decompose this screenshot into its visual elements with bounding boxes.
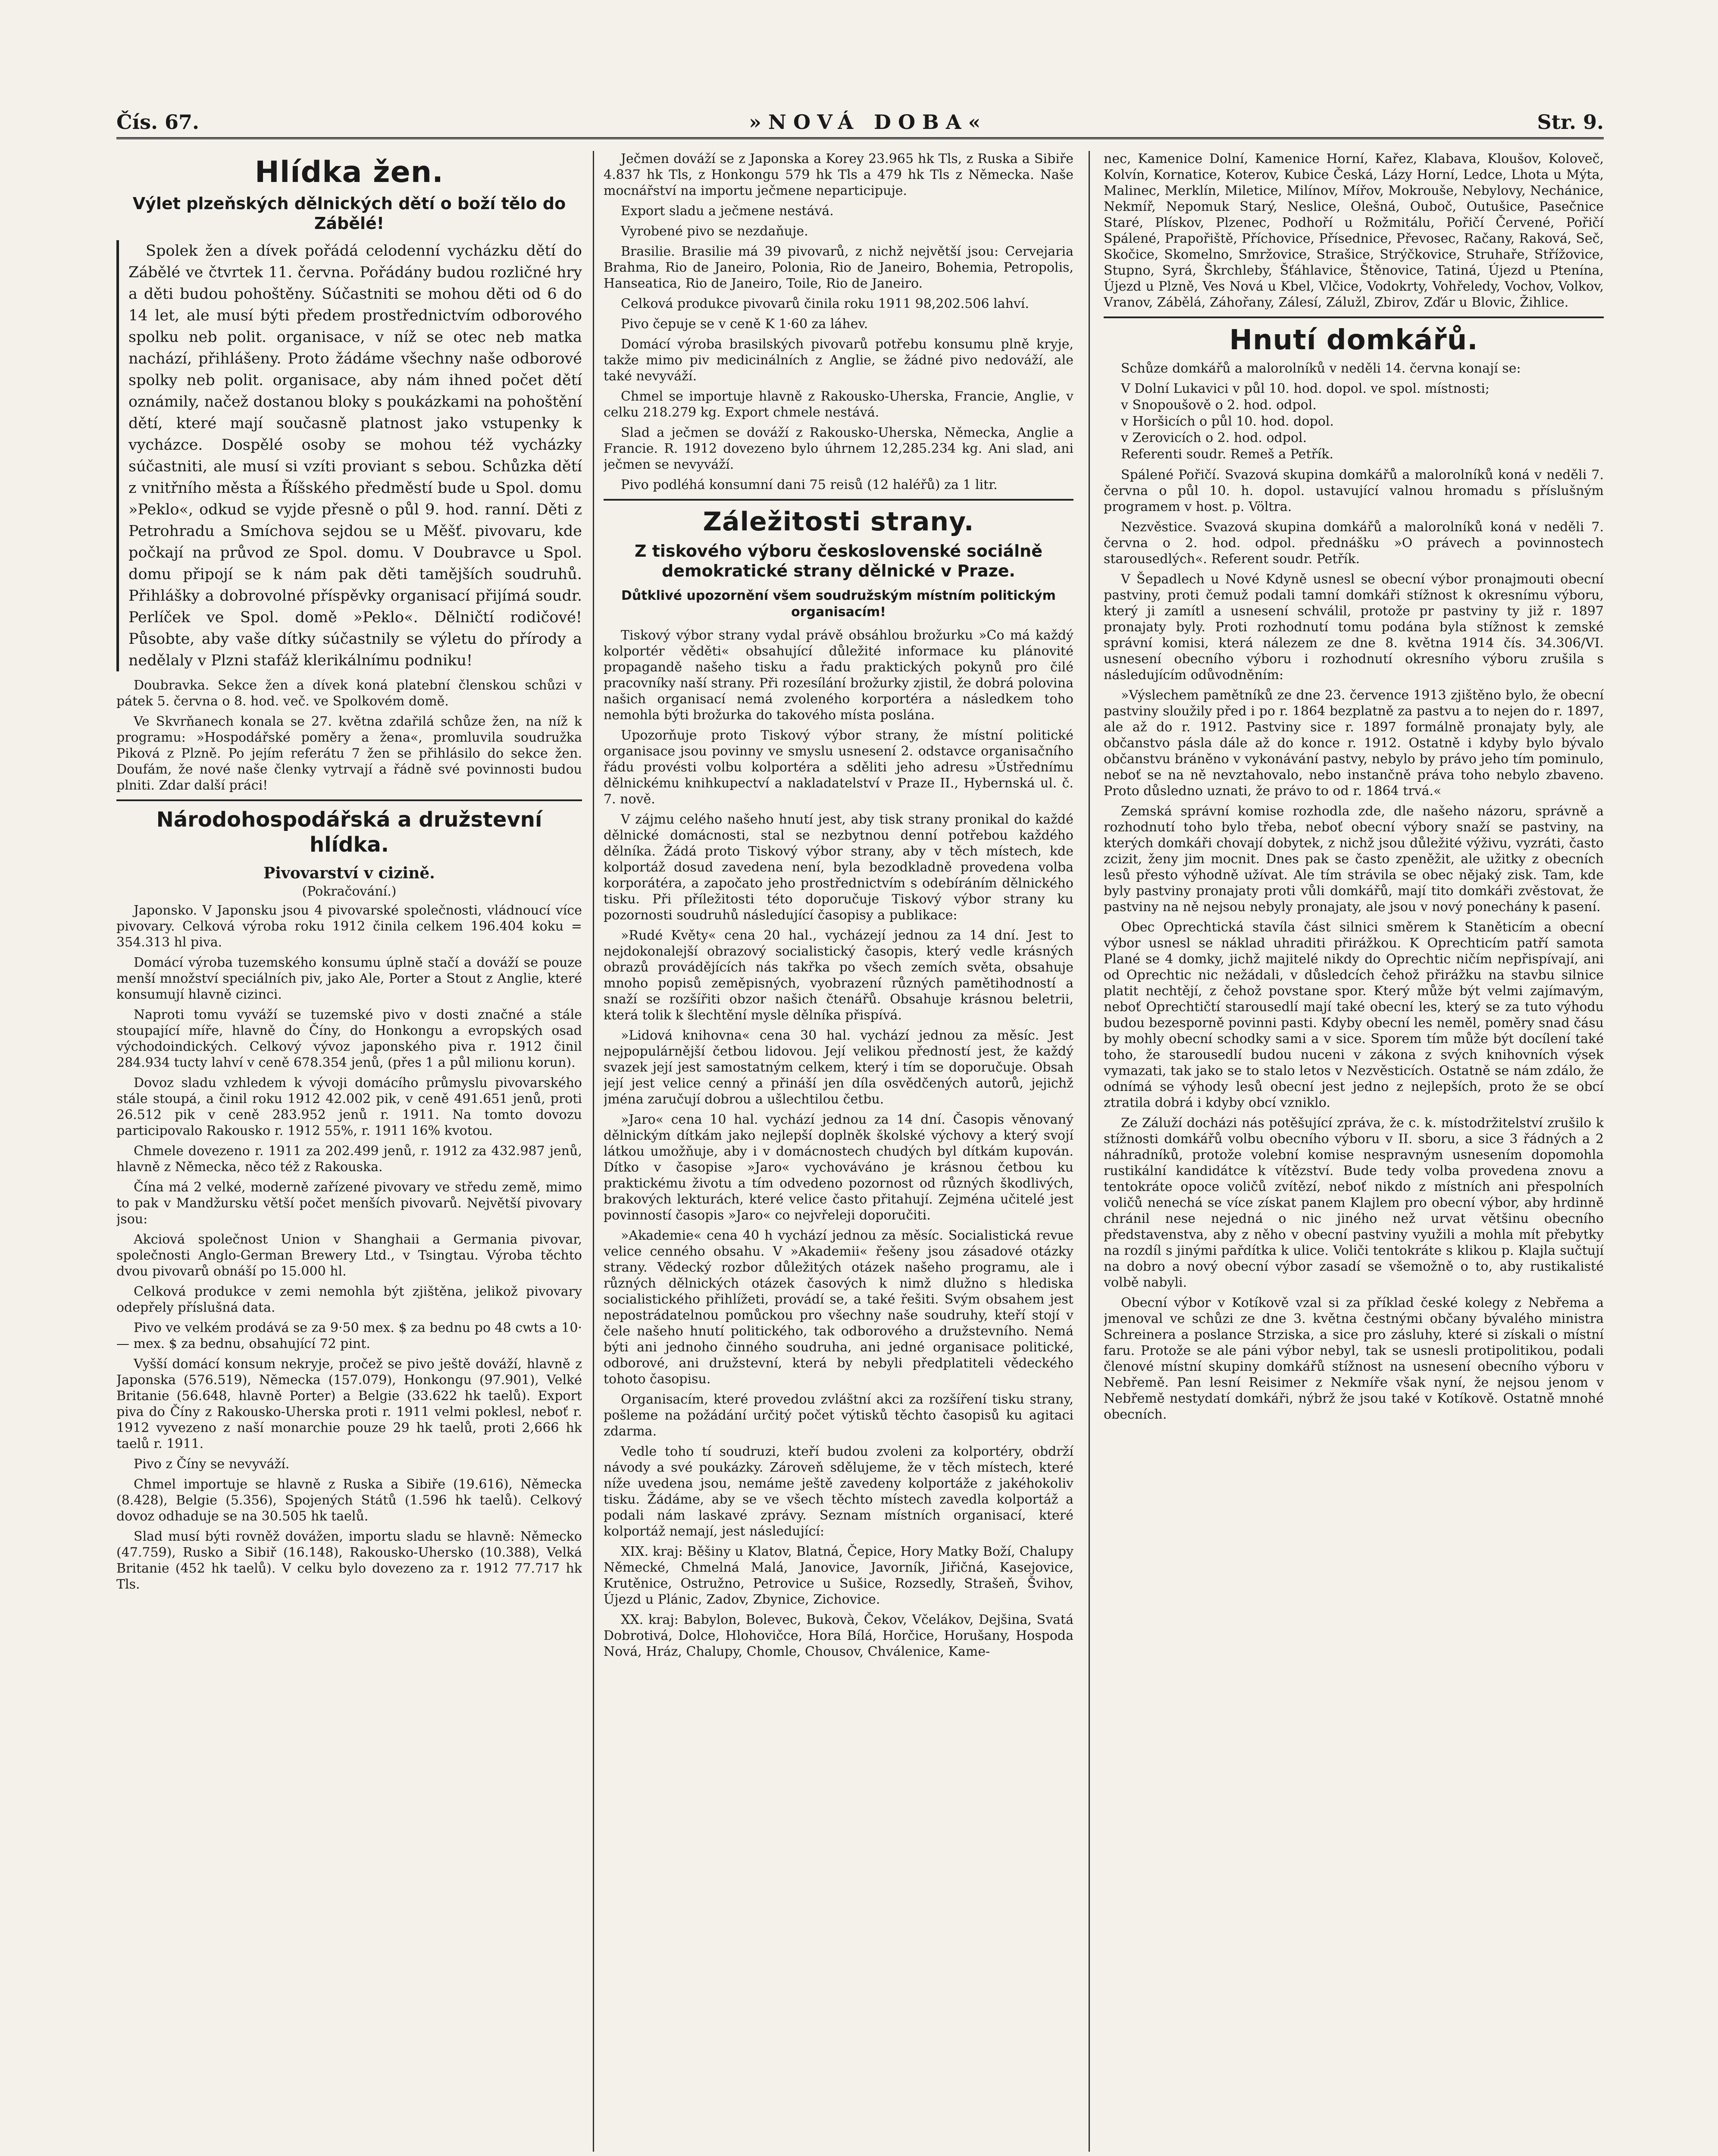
article-paragraph: Dovoz sladu vzhledem k vývoji domácího průmyslu pivovarského stále stoupá, a činil roku 1912 42.002 pik, v ceně 491.651 jenů, proti 26.512 pik v ceně 283.952 jenů r. 1911. Na tomto dovozu participovalo Rakousko r. 1912 55%, r. 1911 16% kvotou. <box>116 1075 582 1138</box>
highlight-box <box>116 240 582 671</box>
section-title-women: Hlídka žen. <box>255 155 444 189</box>
page-header <box>116 99 1604 139</box>
article-paragraph: XIX. kraj: Běšiny u Klatov, Blatná, Čepice, Hory Matky Boží, Chalupy Německé, Chmelná Malá, Janovice, Javorník, Jiřičná, Kasejovice, Krutěnice, Ostružno, Petrovice u Sušice, Rozsedly, Strašeň, Švihov, Újezd u Plánic, Zadov, Zbynice, Zichovice. <box>604 1544 1073 1607</box>
article-paragraph: »Výslechem pamětníků ze dne 23. července 1913 zjištěno bylo, že obecní pastviny sloužily před i po r. 1864 bezplatně za pastvu a to nejen do r. 1897, ale až do r. 1912. Pastviny sice r. 1897 formálně pronajaty byly, ale občanstvo pásla dále až do konce r. 1912. Ostatně i kdyby bylo bývalo občanstvu bráněno v vykonávání pastvy, nebylo by právo jeho tím pominulo, neboť se na ně nevztahovalo, nebo instančně práva toho nebylo zbaveno. Proto důsledno uznati, že právo to od r. 1864 trvá.« <box>1104 688 1604 799</box>
article-subheadline: Důtklivé upozornění všem soudružským místním politickým organisacím! <box>621 588 1056 620</box>
article-paragraph: Ze Záluží docházi nás potěšující zpráva, že c. k. místodržitelství zrušilo k stížnosti domkářů volbu obecního výboru v II. sboru, a sice 3 řádných a 2 náhradníků, protože volební komise nespravným usnesením dopomohla rustikální kandidátce k vítězství. Bude tedy volba provedena znovu a tentokráte opoce voličů zvítězí, neboť nikdo z místních ani přespolních voličů nenechá se více získat panem Klajlem pro obecní výbor, aby hrdinně chránil nese nejedná o nic jiného než urvat většinu obecního představenstva, aby z něho v obecní pastviny využili a mohla mít přebytky na rozdíl s jinými pařdítka k ulice. Voliči tentokráte s klikou p. Klajla sučtují na dobro a nový obecní výbor zasadí se všemožně o to, aby rustikalisté volbě nabyli. <box>1104 1116 1604 1290</box>
list-item: Referenti soudr. Remeš a Petřík. <box>1121 447 1334 462</box>
masthead-title: »NOVÁ DOBA« <box>749 110 988 134</box>
article-paragraph: Zemská správní komise rozhodla zde, dle našeho názoru, správně a rozhodnutí toho bylo třeba, neboť obecní výbory snaží se pastviny, na kterých domkáři chovají dobytek, z nichž jsou důležité výživu, vyzráti, často zcizit, ženy jim mocnit. Dnes pak se často zpeněžit, ale užitky z obecních lesů přesto výhodně užívat. Ale tím strávila se obec nějaký zisk. Tam, kde byly pastviny pronajaty proti vůli domkářů, mají tito domkáři zvěstovat, že pastviny na ně nejsou nebyly pronajaty, ale jsou v nový ponechány k pasení. <box>1104 804 1604 915</box>
article-paragraph: Celková produkce pivovarů činila roku 1911 98,202.506 lahví. <box>621 296 1029 311</box>
article-paragraph: Pivo z Číny se nevyváží. <box>134 1457 290 1472</box>
article-paragraph: Pivo čepuje se v ceně K 1·60 za láhev. <box>621 317 868 332</box>
list-item: v Zerovicích o 2. hod. odpol. <box>1121 430 1307 445</box>
article-paragraph: Spálené Pořičí. Svazová skupina domkářů a malorolníků koná v neděli 7. června o půl 10. h. dopol. ustavující valnou hromadu s příslušným programem v host. p. Völtra. <box>1104 467 1604 514</box>
column-2 <box>604 151 1073 2152</box>
article-paragraph: Naproti tomu vyváží se tuzemské pivo v dosti značné a stále stoupající míře, hlavně do Číny, do Honkongu a evropských osad východoindických. Celkový vývoz japonského piva r. 1912 činil 284.934 tucty lahví v ceně 678.354 jenů, (přes 1 a půl milionu korun). <box>116 1007 582 1070</box>
article-paragraph: Obec Oprechtická stavíla část silnici směrem k Staněticím a obecní výbor usnesl se náklad uhraditi přirážkou. K Oprechticím patří samota Plané se 4 domky, jichž majitelé nikdy do Oprechtic ničím nepřispívají, ani od Oprechtic nic nežádali, v důsledcích čehož přirážku na stavbu silnice platit nechtějí, z čehož povstane spor. Který může být velmi zajímavým, neboť Oprechtičtí starousedlí mají také obecní les, který se za tuto výhodu budou bezesporně povinni pasti. Kdyby obecní les neměl, poměry snad čásu by mohly obecní schodky sami a v sice. Sporem tím může být docílení také toho, že starousedlí budou nuceni v zákona z svých knihovních výsek vymazati, tak jako se to stalo letos v Nezvěsticích. Ostatně se nám zdálo, že odnímá se výhody lesů obecní jest jedno z nejlepších, proto že se obcí ztratila dobrá i kdyby obcí vzniklo. <box>1104 920 1604 1110</box>
column-3 <box>1104 151 1604 2152</box>
continuation-note: (Pokračování.) <box>302 884 397 899</box>
page-number: Str. 9. <box>1537 110 1604 134</box>
article-paragraph: Akciová společnost Union v Shanghaii a Germania pivovar, společnosti Anglo-German Brewery Ltd., v Tsingtau. Výroba těchto dvou pivovarů obnáší po 15.000 hl. <box>116 1232 582 1279</box>
article-paragraph: Doubravka. Sekce žen a dívek koná platební členskou schůzi v pátek 5. června o 8. hod. več. ve Spolkovém domě. <box>116 678 582 709</box>
article-paragraph: nec, Kamenice Dolní, Kamenice Horní, Kařez, Klabava, Kloušov, Koloveč, Kolvín, Kornatice, Koterov, Kubice Česká, Lázy Horní, Ledce, Lhota u Mýta, Malinec, Merklín, Miletice, Milínov, Mířov, Mokrouše, Nebylovy, Nechánice, Nekmíř, Nepomuk Starý, Neslice, Olešná, Ouboč, Outušice, Pasečnice Staré, Plískov, Plzenec, Podhoří u Rožmitálu, Pořičí Červené, Pořičí Spálené, Prapořiště, Příchovice, Přísednice, Převosec, Račany, Raková, Seč, Skočice, Skomelno, Smržovice, Strašice, Strýčkovice, Struhaře, Střížovice, Stupno, Syrá, Škrchleby, Šťáhlavice, Štěnovice, Tatiná, Újezd u Ptenína, Újezd u Plzně, Ves Nová u Kbel, Vlčice, Vodokrty, Vohřeledy, Vochov, Volkov, Vranov, Zábělá, Záhořany, Zálesí, Zálužl, Zbirov, Zďár u Blovic, Žihlice. <box>1104 151 1604 310</box>
issue-number: Čís. 67. <box>116 110 200 134</box>
column-1 <box>116 151 582 2152</box>
article-paragraph: Upozorňuje proto Tiskový výbor strany, že místní politické organisace jsou povinny ve smyslu usnesení 2. odstavce organisačního řádu provésti volbu kolportéra a sděliti jeho adresu »Ústřednímu dělnickému knihkupectví a nakladatelství v Praze II., Hybernská ul. č. 7. nově. <box>604 728 1073 807</box>
article-paragraph: Spolek žen a dívek pořádá celodenní vycházku dětí do Zábělé ve čtvrtek 11. června. Pořádány budou rozličné hry a děti budou pohoštěny. Súčastniti se mohou děti od 6 do 14 let, ale musí býti předem prostřednictvím odborového spolku neb polit. organisace, v níž se otec neb matka nachází, přihlášeny. Proto žádáme všechny naše odborové spolky neb polit. organisace, aby nám ihned počet dětí oznámily, načež dostanou bloky s poukázkami na pohoštění dětí, které mají současně platnost jako vstupenky k vycházce. Dospělé osoby se mohou též vycházky súčastniti, ale musí si vzíti proviant s sebou. Schůzka dětí z vnitřního města a Říšského předměstí bude u Spol. domu »Peklo«, odkud se vyjde přesně o půl 9. hod. ranní. Děti z Petrohradu a Smíchova sejdou se u Měšť. pivovaru, kde počkají na průvod ze Spol. domu. V Doubravce u Spol. domu připojí se k nám pak děti tamějších soudruhů. Přihlášky a dobrovolné příspěvky organisací přijímá soudr. Perlíček ve Spol. domě »Peklo«. Dělničtí rodičové! Působte, aby vaše dítky súčastnily se výletu do přírody a nedělaly v Plzni stafáž klerikálnímu podniku! <box>128 242 582 669</box>
article-paragraph: Pivo ve velkém prodává se za 9·50 mex. $ za bednu po 48 cwts a 10·— mex. $ za bednu, obsahující 72 pint. <box>116 1320 582 1351</box>
article-paragraph: Tiskový výbor strany vydal právě obsáhlou brožurku »Co má každý kolportér věděti« obsahující důležité informace ku plánovité propagandě našeho tisku a řadu praktických pokynů pro čilé pracovníky naší strany. Při rozesílání brožurky zjistil, že dobrá polovina našich organisací nemá zvoleného korportéra a následkem toho nemohla býti brožurka do takového místa poslána. <box>604 628 1073 723</box>
list-item: v Snopoušově o 2. hod. odpol. <box>1121 398 1317 413</box>
list-item: V Dolní Lukavici v půl 10. hod. dopol. ve spol. místnosti; <box>1121 381 1490 396</box>
section-title-party: Záležitosti strany. <box>703 507 974 537</box>
article-paragraph: »Akademie« cena 40 h vychází jednou za měsíc. Socialistická revue velice cenného obsahu. V »Akademii« řešeny jsou zásadové otázky strany. Vědecký rozbor důležitých otázek našeho programu, ale i různých dělnických otázek časových k nimž dlužno s hlediska socialistického přihlížeti, provádí se, a také řešiti. Svým obsahem jest nepostrádatelnou pomůckou pro všechny naše soudruhy, kteří stojí v čele našeho hnutí politického, tak odborového a družstevního. Nemá býti ani jednoho činného soudruha, ani jedné organisace politické, odborové, ani družstevní, která by nebyli předplatiteli vědeckého tohoto časopisu. <box>604 1228 1073 1387</box>
article-paragraph: Export sladu a ječmene nestává. <box>621 204 834 219</box>
article-paragraph: Slad musí býti rovněž dovážen, importu sladu se hlavně: Německo (47.759), Rusko a Sibiř (16.148), Rakousko-Uhersko (10.388), Velká Britanie (452 hk taelů). V celku bylo dovezeno za r. 1912 77.717 hk Tls. <box>116 1529 582 1592</box>
article-paragraph: V zájmu celého našeho hnutí jest, aby tisk strany pronikal do každé dělnické domácnosti, stal se nezbytnou denní potřebou každého dělníka. Žádá proto Tiskový výbor strany, aby v těch místech, kde kolportáž dosud zavedena není, byla bezodkladně provedena volba korporátéra, a započato jeho prostřednictvím s odebíráním dělnického tisku. Při příležitosti této doporučuje Tiskový výbor strany ku pozornosti soudruhů následující časopisy a publikace: <box>604 812 1073 923</box>
divider <box>1104 317 1604 318</box>
article-paragraph: »Lidová knihovna« cena 30 hal. vychází jednou za měsíc. Jest nejpopulárnější četbou lidovou. Její velikou předností jest, že každý svazek její jest samostatným celkem, který i tím se doporučuje. Obsah její jest velice cenný a přináší jen díla osvědčených autorů, jejichž jména zaručují dobrou a ušlechtilou četbu. <box>604 1028 1073 1107</box>
article-paragraph: Slad a ječmen se dováží z Rakousko-Uherska, Německa, Anglie a Francie. R. 1912 dovezeno bylo úhrnem 12,285.234 kg. Ani slad, ani ječmen se nevyváží. <box>604 425 1073 472</box>
section-title-cottagers: Hnutí domkářů. <box>1229 324 1478 356</box>
article-headline: Pivovarství v cizině. <box>263 864 435 882</box>
list-item: v Horšicích o půl 10. hod. dopol. <box>1121 414 1334 429</box>
article-paragraph: Chmel importuje se hlavně z Ruska a Sibiře (19.616), Německa (8.428), Belgie (5.356), Spojených Států (1.596 hk taelů). Celkový dovoz odhaduje se na 30.505 hk taelů. <box>116 1477 582 1524</box>
article-paragraph: Obecní výbor v Kotíkově vzal si za příklad české kolegy z Nebřema a jmenoval ve schůzi ze dne 3. května čestnými občany bývalého ministra Schreinera a poslance Strziska, a sice pro zásluhy, které si získali o místní faru. Protože se ale páni výbor nebyl, tak se usnesli protipolitikou, podali členové místní skupiny domkářů stížnost na usnesení obecního výboru v Nebřemě. Pan lesní Reisimer z Nekmíře však nyní, že nejsou jenom v Nebřemě nestydatí domkáři, nýbrž že jsou také v Kotíkově. Ostatně mnohé obecních. <box>1104 1295 1604 1422</box>
divider <box>116 799 582 801</box>
newspaper-page <box>116 99 1604 2156</box>
article-paragraph: Domácí výroba brasilských pivovarů potřebu konsumu plně kryje, takže mimo piv medicinálních z Anglie, se žádné pivo nedováží, ale také nevyváží. <box>604 337 1073 384</box>
article-paragraph: Vyšší domácí konsum nekryje, pročež se pivo ještě dováží, hlavně z Japonska (576.519), Německa (157.079), Honkongu (97.901), Velké Britanie (56.648, hlavně Porter) a Belgie (33.622 hk taelů). Export piva do Číny z Rakousko-Uherska proti r. 1911 velmi poklesl, neboť r. 1912 vyvezeno z naší monarchie pouze 29 hk taelů, proti 2,666 hk taelů r. 1911. <box>116 1357 582 1451</box>
article-paragraph: V Šepadlech u Nové Kdyně usnesl se obecní výbor pronajmouti obecní pastviny, proti čemuž podali tamní domkáři stížnost k okresnímu výboru, který ji zamítl a usnesení schválil, protože pr pastviny ty již r. 1897 pronajaty byly. Proti rozhodnutí tomu podána byla stížnost k zemské správní komisi, která nálezem ze dne 8. května 1914 čís. 34.306/VI. usnesení obecního výboru i rozhodnutí okresního výboru zrušila s následujícím odůvodněním: <box>1104 572 1604 683</box>
column-rule <box>1089 151 1090 2152</box>
article-paragraph: »Jaro« cena 10 hal. vychází jednou za 14 dní. Časopis věnovaný dělnickým dítkám jako nejlepší doplněk školské výchovy a který svojí látkou umožňuje, aby i v domácnostech chudých byl dítkám kupován. Dítko v časopise »Jaro« vychováváno je krásnou četbou ku praktickému životu a tím odvedeno pozornost od různých škodlivých, brakových lekturách, které velice často přitahují. Zejména učitelé jest povinností časopis »Jaro« co nejvřeleji doporučiti. <box>604 1112 1073 1223</box>
section-title-economy: Národohospodářská a družstevní hlídka. <box>156 808 542 857</box>
article-paragraph: Domácí výroba tuzemského konsumu úplně stačí a dováží se pouze menší množství speciálních piv, jako Ale, Porter a Stout z Anglie, které konsumují hlavně cizinci. <box>116 955 582 1002</box>
article-paragraph: Vedle toho tí soudruzi, kteří budou zvoleni za kolportéry, obdrží návody a své poukázky. Zároveň sdělujeme, že v těch místech, které níže uvedena jsou, nemáme ještě zavedeny kolportáže z jakéhokoliv tisku. Žádáme, aby se ve všech těchto místech zavedla kolportáž a podali nám laskavé zprávy. Seznam místních organisací, které kolportáž nemají, jest následující: <box>604 1444 1073 1539</box>
article-headline: Výlet plzeňských dělnických dětí o boží tělo do Zábělé! <box>132 194 566 233</box>
article-paragraph: Japonsko. V Japonsku jsou 4 pivovarské společnosti, vládnoucí více pivovary. Celková výroba roku 1912 činila celkem 196.404 koku = 354.313 hl piva. <box>116 903 582 950</box>
article-headline: Z tiskového výboru československé sociálně demokratické strany dělnické v Praze. <box>634 542 1042 580</box>
meeting-list <box>1104 381 1604 463</box>
article-paragraph: Čína má 2 velké, moderně zařízené pivovary ve středu země, mimo to pak v Mandžursku větší počet menších pivovarů. Největší pivovary jsou: <box>116 1180 582 1227</box>
article-paragraph: Ve Skvrňanech konala se 27. května zdařilá schůze žen, na níž k programu: »Hospodářské poměry a žena«, promluvila soudružka Piková z Plzně. Po jejím referátu 7 žen se přihlásilo do sekce žen. Doufám, že nové naše členky vytrvají a řádně své povinnosti budou plniti. Zdar další práci! <box>116 714 582 793</box>
article-paragraph: Organisacím, které provedou zvláštní akci za rozšíření tisku strany, pošleme na požádání určitý počet výtisků těchto časopisů ku agitaci zdarma. <box>604 1392 1073 1439</box>
divider <box>604 499 1073 501</box>
article-paragraph: Brasilie. Brasilie má 39 pivovarů, z nichž největší jsou: Cervejaria Brahma, Rio de Janeiro, Polonia, Rio de Janeiro, Bohemia, Petropolis, Hanseatica, Rio de Janeiro, Toile, Rio de Janeiro. <box>604 244 1073 291</box>
article-paragraph: »Rudé Květy« cena 20 hal., vycházejí jednou za 14 dní. Jest to nejdokonalejší obrazový socialistický časopis, který vedle krásných obrazů provádějících nás takřka po všech zemích světa, obsahuje mnoho popisů zeměpisných, vyobrazení různých pamětihodností a snaží se rozšířiti obzor našich čtenářů. Obsahuje krásnou beletrii, která tolik k šlechtění mysle dělníka přispívá. <box>604 928 1073 1023</box>
article-paragraph: Chmele dovezeno r. 1911 za 202.499 jenů, r. 1912 za 432.987 jenů, hlavně z Německa, něco též z Rakouska. <box>116 1144 582 1175</box>
column-rule <box>593 151 594 2152</box>
article-paragraph: Celková produkce v zemi nemohla být zjištěna, jelikož pivovary odepřely příslušná data. <box>116 1284 582 1315</box>
article-paragraph: Ječmen dováží se z Japonska a Korey 23.965 hk Tls, z Ruska a Sibiře 4.837 hk Tls, z Honkongu 579 hk Tls a 479 hk Tls z Německa. Naše mocnářství na importu ječmene neparticipuje. <box>604 151 1073 198</box>
article-paragraph: Schůze domkářů a malorolníků v neděli 14. června konají se: <box>1121 361 1521 376</box>
article-paragraph: Nezvěstice. Svazová skupina domkářů a malorolníků koná v neděli 7. června o 2. hod. odpol. přednášku »O právech a povinnostech starousedlých«. Referent soudr. Petřík. <box>1104 520 1604 567</box>
article-paragraph: Chmel se importuje hlavně z Rakousko-Uherska, Francie, Anglie, v celku 218.279 kg. Export chmele nestává. <box>604 389 1073 420</box>
article-paragraph: Vyrobené pivo se nezdaňuje. <box>621 224 808 239</box>
article-paragraph: XX. kraj: Babylon, Bolevec, Bukovà, Čekov, Včelákov, Dejšina, Svatá Dobrotivá, Dolce, Hlohovičce, Hora Bílá, Horčice, Horušany, Hospoda Nová, Hráz, Chalupy, Chomle, Chousov, Chválenice, Kame- <box>604 1612 1073 1659</box>
article-paragraph: Pivo podléhá konsumní dani 75 reisů (12 haléřů) za 1 litr. <box>621 477 998 492</box>
